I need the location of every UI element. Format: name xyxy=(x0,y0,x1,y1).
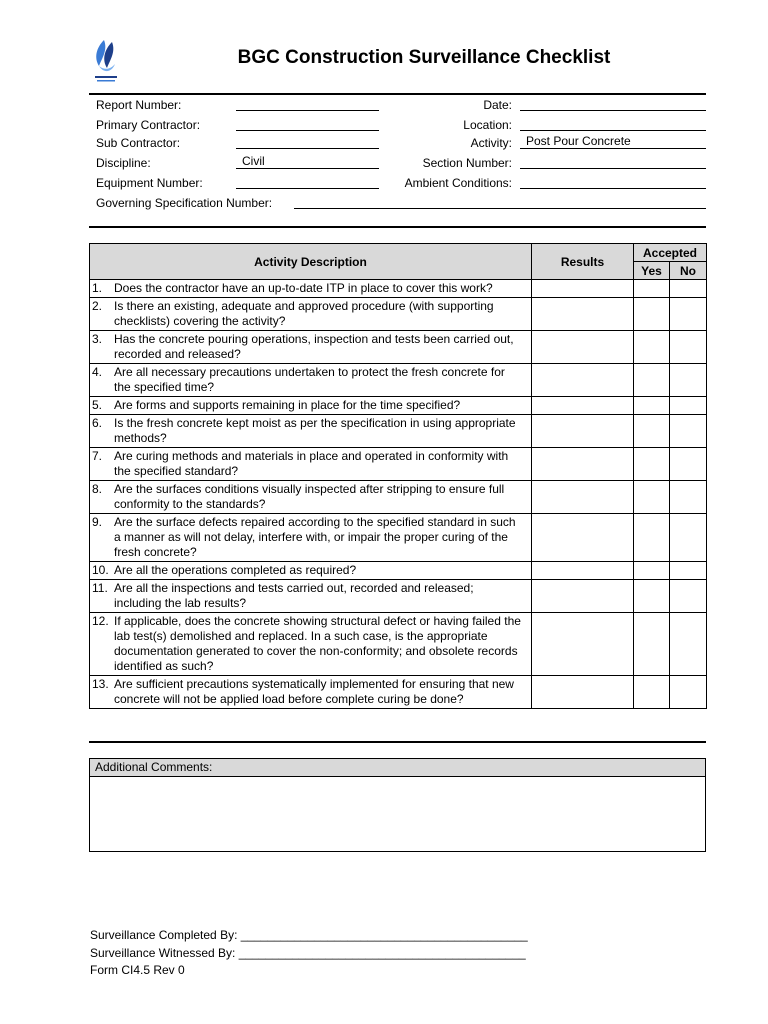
results-cell[interactable] xyxy=(532,397,634,415)
table-row xyxy=(90,280,707,298)
results-header: Results xyxy=(532,244,634,280)
results-cell[interactable] xyxy=(532,481,634,514)
activity-input[interactable]: Post Pour Concrete xyxy=(520,134,706,149)
field-discipline xyxy=(96,154,386,172)
no-cell[interactable] xyxy=(670,331,707,364)
field-report-number xyxy=(96,96,386,114)
table-row xyxy=(90,331,707,364)
results-cell[interactable] xyxy=(532,448,634,481)
yes-cell[interactable] xyxy=(634,562,670,580)
yes-cell[interactable] xyxy=(634,448,670,481)
question-text: Are the surface defects repaired according to the specified standard in such a manner as will not delay, interfere with, or impair the proper curing of the fresh concrete? xyxy=(114,515,516,559)
question-text: Are all the inspections and tests carried out, recorded and released; including the lab results? xyxy=(114,581,474,610)
field-equipment-number xyxy=(96,174,386,192)
field-governing-spec xyxy=(96,194,706,212)
no-cell[interactable] xyxy=(670,397,707,415)
location-label: Location: xyxy=(463,118,512,132)
accepted-header: Accepted xyxy=(634,244,707,262)
question-text: If applicable, does the concrete showing structural defect or having failed the lab test(s) demolished and replaced. In a such case, is the appropriate documentation generated to cover the non-conformity; and obsolete records identified as such? xyxy=(114,614,521,673)
section-number-input[interactable] xyxy=(520,154,706,169)
report-number-label: Report Number: xyxy=(96,98,182,112)
question-number: 7. xyxy=(92,449,103,463)
header-top-rule xyxy=(89,93,706,95)
yes-cell[interactable] xyxy=(634,331,670,364)
report-number-input[interactable] xyxy=(236,96,379,111)
question-text: Are all necessary precautions undertaken to protect the fresh concrete for the specified time? xyxy=(114,365,505,394)
question-number: 1. xyxy=(92,281,103,295)
table-row xyxy=(90,562,707,580)
table-row xyxy=(90,397,707,415)
yes-cell[interactable] xyxy=(634,580,670,613)
activity-question xyxy=(90,676,532,709)
activity-question xyxy=(90,280,532,298)
additional-comments-label: Additional Comments: xyxy=(90,759,705,777)
yes-cell[interactable] xyxy=(634,298,670,331)
yes-cell[interactable] xyxy=(634,676,670,709)
question-text: Are the surfaces conditions visually inspected after stripping to ensure full conformity to the standards? xyxy=(114,482,505,511)
no-cell[interactable] xyxy=(670,415,707,448)
table-row xyxy=(90,415,707,448)
activity-question xyxy=(90,448,532,481)
field-ambient-conditions xyxy=(386,174,706,192)
sub-contractor-label: Sub Contractor: xyxy=(96,136,181,150)
field-sub-contractor xyxy=(96,134,386,152)
question-number: 12. xyxy=(92,614,109,628)
yes-header: Yes xyxy=(634,262,670,280)
discipline-label: Discipline: xyxy=(96,156,151,170)
header-fields xyxy=(96,96,706,214)
section-number-label: Section Number: xyxy=(422,156,512,170)
results-cell[interactable] xyxy=(532,514,634,562)
results-cell[interactable] xyxy=(532,676,634,709)
yes-cell[interactable] xyxy=(634,397,670,415)
field-date xyxy=(386,96,706,114)
no-cell[interactable] xyxy=(670,298,707,331)
yes-cell[interactable] xyxy=(634,481,670,514)
activity-description-header: Activity Description xyxy=(90,244,532,280)
table-row xyxy=(90,676,707,709)
question-number: 10. xyxy=(92,563,109,577)
results-cell[interactable] xyxy=(532,331,634,364)
activity-question xyxy=(90,415,532,448)
no-cell[interactable] xyxy=(670,280,707,298)
results-cell[interactable] xyxy=(532,298,634,331)
table-bottom-rule xyxy=(89,741,706,743)
activity-question xyxy=(90,562,532,580)
question-text: Are sufficient precautions systematically implemented for ensuring that new concrete will not be applied load before complete curing be done? xyxy=(114,677,514,706)
activity-label: Activity: xyxy=(470,136,512,150)
table-row xyxy=(90,364,707,397)
results-cell[interactable] xyxy=(532,280,634,298)
field-primary-contractor xyxy=(96,116,386,134)
activity-question xyxy=(90,364,532,397)
question-number: 5. xyxy=(92,398,103,412)
date-input[interactable] xyxy=(520,96,706,111)
question-number: 13. xyxy=(92,677,109,691)
table-row xyxy=(90,580,707,613)
table-row xyxy=(90,298,707,331)
yes-cell[interactable] xyxy=(634,415,670,448)
question-number: 8. xyxy=(92,482,103,496)
table-row xyxy=(90,514,707,562)
question-text: Are curing methods and materials in place and operated in conformity with the specified standard? xyxy=(114,449,509,478)
no-cell[interactable] xyxy=(670,613,707,676)
governing-spec-input[interactable] xyxy=(294,194,706,209)
no-header: No xyxy=(670,262,707,280)
governing-spec-label: Governing Specification Number: xyxy=(96,196,273,210)
location-input[interactable] xyxy=(520,116,706,131)
date-label: Date: xyxy=(483,98,512,112)
activity-question xyxy=(90,298,532,331)
witnessed-by-line: Surveillance Witnessed By: ___________________________________________ xyxy=(90,946,526,960)
checklist-body xyxy=(90,280,707,709)
field-section-number xyxy=(386,154,706,172)
table-row xyxy=(90,481,707,514)
yes-cell[interactable] xyxy=(634,514,670,562)
results-cell[interactable] xyxy=(532,415,634,448)
no-cell[interactable] xyxy=(670,562,707,580)
results-cell[interactable] xyxy=(532,613,634,676)
completed-by-line: Surveillance Completed By: ___________________________________________ xyxy=(90,928,528,942)
table-row xyxy=(90,613,707,676)
question-number: 3. xyxy=(92,332,103,346)
activity-question xyxy=(90,397,532,415)
no-cell[interactable] xyxy=(670,514,707,562)
header-bottom-rule xyxy=(89,226,706,228)
question-text: Is the fresh concrete kept moist as per the specification in using appropriate methods? xyxy=(114,416,516,445)
ambient-conditions-label: Ambient Conditions: xyxy=(404,176,512,190)
yes-cell[interactable] xyxy=(634,280,670,298)
question-number: 2. xyxy=(92,299,103,313)
question-text: Does the contractor have an up-to-date ITP in place to cover this work? xyxy=(114,281,493,295)
activity-question xyxy=(90,613,532,676)
additional-comments-box xyxy=(89,758,706,852)
results-cell[interactable] xyxy=(532,364,634,397)
field-location xyxy=(386,116,706,134)
sub-contractor-input[interactable] xyxy=(236,134,379,149)
ambient-conditions-input[interactable] xyxy=(520,174,706,189)
question-text: Is there an existing, adequate and approved procedure (with supporting checklists) covering the activity? xyxy=(114,299,494,328)
question-text: Has the concrete pouring operations, inspection and tests been carried out, recorded and released? xyxy=(114,332,514,361)
equipment-number-input[interactable] xyxy=(236,174,379,189)
activity-question xyxy=(90,481,532,514)
question-text: Are all the operations completed as required? xyxy=(114,563,357,577)
primary-contractor-label: Primary Contractor: xyxy=(96,118,201,132)
field-activity xyxy=(386,134,706,152)
page-title: BGC Construction Surveillance Checklist xyxy=(237,47,611,68)
activity-question xyxy=(90,331,532,364)
discipline-input[interactable]: Civil xyxy=(236,154,379,169)
no-cell[interactable] xyxy=(670,364,707,397)
activity-question xyxy=(90,514,532,562)
question-number: 9. xyxy=(92,515,103,529)
question-number: 11. xyxy=(92,581,108,595)
form-id: Form CI4.5 Rev 0 xyxy=(90,963,185,977)
checklist-table xyxy=(89,243,707,709)
no-cell[interactable] xyxy=(670,481,707,514)
table-row xyxy=(90,448,707,481)
no-cell[interactable] xyxy=(670,448,707,481)
primary-contractor-input[interactable] xyxy=(236,116,379,131)
equipment-number-label: Equipment Number: xyxy=(96,176,203,190)
additional-comments-field[interactable] xyxy=(90,777,705,851)
activity-question xyxy=(90,580,532,613)
yes-cell[interactable] xyxy=(634,613,670,676)
yes-cell[interactable] xyxy=(634,364,670,397)
question-number: 4. xyxy=(92,365,103,379)
no-cell[interactable] xyxy=(670,676,707,709)
question-text: Are forms and supports remaining in place for the time specified? xyxy=(114,398,461,412)
results-cell[interactable] xyxy=(532,580,634,613)
no-cell[interactable] xyxy=(670,580,707,613)
results-cell[interactable] xyxy=(532,562,634,580)
question-number: 6. xyxy=(92,416,103,430)
